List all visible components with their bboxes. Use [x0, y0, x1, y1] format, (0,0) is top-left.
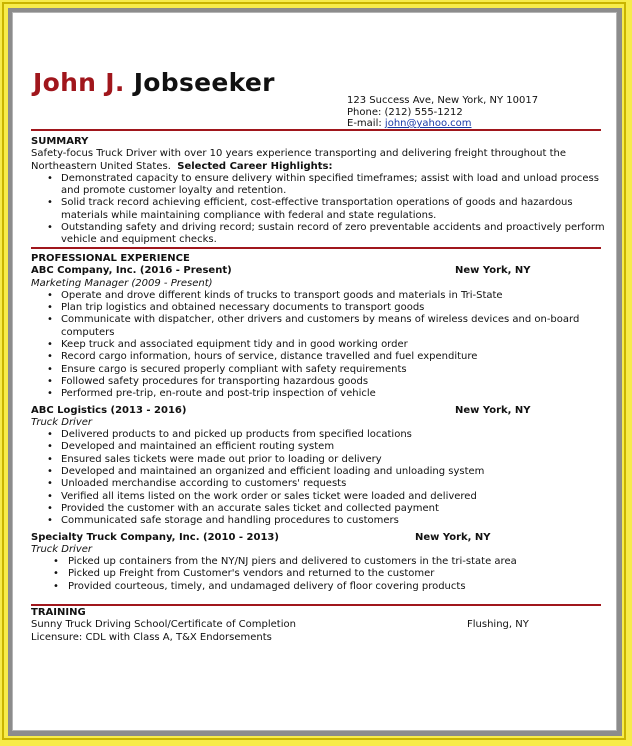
- list-item: • Communicated safe storage and handling procedures to customers: [31, 515, 606, 527]
- summary-intro-text: Safety-focus Truck Driver with over 10 years experience transporting and delivering freight throughout the Northeastern United States.: [31, 148, 566, 172]
- list-item: • Plan trip logistics and obtained necessary documents to transport goods: [31, 302, 606, 314]
- list-item: • Provided the customer with an accurate sales ticket and collected payment: [31, 503, 606, 515]
- list-item: • Demonstrated capacity to ensure delivery within specified timeframes; assist with load and unload process and promote customer loyalty and retention.: [31, 173, 606, 198]
- job-role: Truck Driver: [31, 416, 93, 428]
- phone: Phone: (212) 555-1212: [347, 106, 463, 118]
- job-company: ABC Logistics (2013 - 2016): [31, 404, 187, 416]
- list-item: • Provided courteous, timely, and undamaged delivery of floor covering products: [31, 581, 606, 593]
- training-section: [31, 607, 606, 644]
- summary-intro: [31, 148, 606, 173]
- job-location: New York, NY: [415, 531, 491, 543]
- job-header: [31, 265, 606, 277]
- list-item: • Operate and drove different kinds of trucks to transport goods and materials in Tri-State: [31, 290, 606, 302]
- email-line: [347, 118, 538, 130]
- address: 123 Success Ave, New York, NY 10017: [347, 95, 539, 106]
- training-location: Flushing, NY: [467, 619, 529, 631]
- list-item: • Unloaded merchandise according to customers' requests: [31, 478, 606, 490]
- list-item: • Keep truck and associated equipment tidy and in good working order: [31, 339, 606, 351]
- list-item: • Picked up Freight from Customer's vendors and returned to the customer: [31, 568, 606, 580]
- list-item: • Outstanding safety and driving record; sustain record of zero preventable accidents and proactively perform vehicle and equipment checks.: [31, 222, 606, 247]
- summary-title: SUMMARY: [31, 136, 89, 147]
- job-role: Marketing Manager (2009 - Present): [31, 277, 213, 289]
- training-school: Sunny Truck Driving School/Certificate of Completion: [31, 619, 296, 631]
- job-bullets: [31, 290, 606, 401]
- job-bullets: [31, 556, 606, 593]
- contact-block: [347, 95, 538, 130]
- experience-section: [31, 253, 606, 593]
- list-item: • Developed and maintained an organized and efficient loading and unloading system: [31, 466, 606, 478]
- list-item: • Solid track record achieving efficient, cost-effective transportation operations of goods and hazardous materials while maintaining compliance with federal and state regulations.: [31, 197, 606, 222]
- list-item: • Ensure cargo is secured properly compliant with safety requirements: [31, 364, 606, 376]
- summary-section: [31, 136, 606, 247]
- email-label: E-mail:: [347, 118, 382, 129]
- resume-page: [12, 12, 617, 731]
- list-item: • Performed pre-trip, en-route and post-trip inspection of vehicle: [31, 388, 606, 400]
- summary-bullets: [31, 173, 606, 247]
- divider-experience: [31, 247, 601, 249]
- training-license: Licensure: CDL with Class A, T&X Endorsements: [31, 631, 272, 643]
- last-name: Jobseeker: [133, 68, 275, 97]
- job-header: [31, 405, 606, 417]
- job-company: ABC Company, Inc. (2016 - Present): [31, 265, 232, 277]
- job-header: [31, 532, 606, 544]
- list-item: • Record cargo information, hours of service, distance travelled and fuel expenditure: [31, 351, 606, 363]
- candidate-name: [33, 68, 275, 97]
- list-item: • Picked up containers from the NY/NJ piers and delivered to customers in the tri-state area: [31, 556, 606, 568]
- job-location: New York, NY: [455, 265, 531, 277]
- experience-title: PROFESSIONAL EXPERIENCE: [31, 253, 190, 264]
- list-item: • Verified all items listed on the work order or sales ticket were loaded and delivered: [31, 491, 606, 503]
- first-name: John J.: [33, 68, 125, 97]
- divider-training: [31, 604, 601, 606]
- list-item: • Ensured sales tickets were made out prior to loading or delivery: [31, 454, 606, 466]
- list-item: • Delivered products to and picked up products from specified locations: [31, 429, 606, 441]
- list-item: • Followed safety procedures for transporting hazardous goods: [31, 376, 606, 388]
- job-bullets: [31, 429, 606, 527]
- training-school-row: [31, 619, 606, 631]
- divider-summary: [31, 129, 601, 131]
- job-company: Specialty Truck Company, Inc. (2010 - 2013): [31, 531, 279, 543]
- job-location: New York, NY: [455, 404, 531, 416]
- highlights-label: Selected Career Highlights:: [177, 160, 333, 172]
- list-item: • Communicate with dispatcher, other drivers and customers by means of wireless devices and on-board computers: [31, 314, 606, 339]
- email-link[interactable]: john@yahoo.com: [384, 118, 472, 129]
- job-role: Truck Driver: [31, 543, 93, 555]
- training-title: TRAINING: [31, 607, 86, 618]
- list-item: • Developed and maintained an efficient routing system: [31, 441, 606, 453]
